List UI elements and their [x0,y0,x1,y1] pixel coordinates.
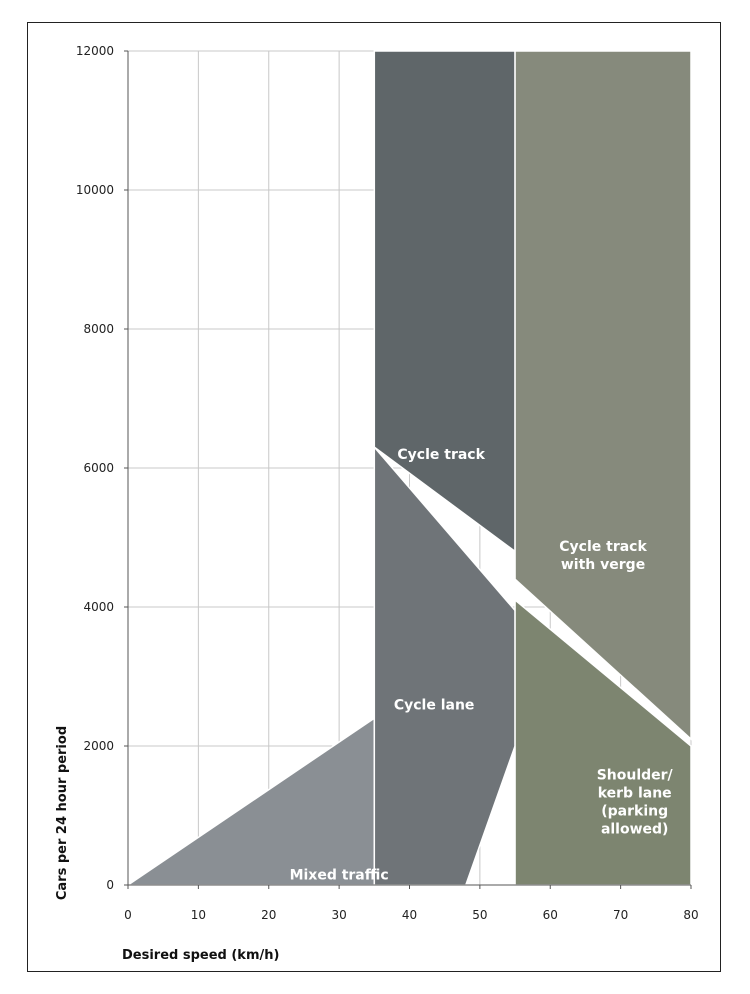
x-axis-label: Desired speed (km/h) [122,948,280,963]
y-axis-label: Cars per 24 hour period [55,725,70,901]
y-tick-label: 2000 [83,739,114,753]
x-tick-label: 80 [683,908,699,922]
zone-label: allowed) [600,821,669,838]
zone-area [128,718,374,885]
y-tick-label: 8000 [83,322,114,336]
chart [28,23,722,973]
x-tick-label: 60 [542,908,558,922]
x-tick-label: 10 [190,908,207,922]
x-tick-label: 0 [124,908,132,922]
zone-label: (parking [601,803,669,820]
zone-label: Cycle lane [393,697,475,714]
y-tick-label: 4000 [83,600,114,614]
y-tick-label: 0 [106,878,114,892]
zone-label: with verge [560,556,646,573]
zone-label: Cycle track [559,538,647,555]
zone-label: Cycle track [397,447,485,464]
x-tick-label: 20 [261,908,277,922]
figure-frame [27,22,721,972]
zone-label: kerb lane [597,785,672,802]
zone-label: Shoulder/ [596,767,673,784]
x-tick-label: 40 [401,908,418,922]
x-tick-label: 30 [331,908,347,922]
y-tick-label: 6000 [83,461,114,475]
x-tick-label: 70 [612,908,629,922]
zone-label: Mixed traffic [289,867,389,884]
y-tick-label: 12000 [75,44,114,58]
y-tick-label: 10000 [75,183,114,197]
x-tick-label: 50 [472,908,488,922]
